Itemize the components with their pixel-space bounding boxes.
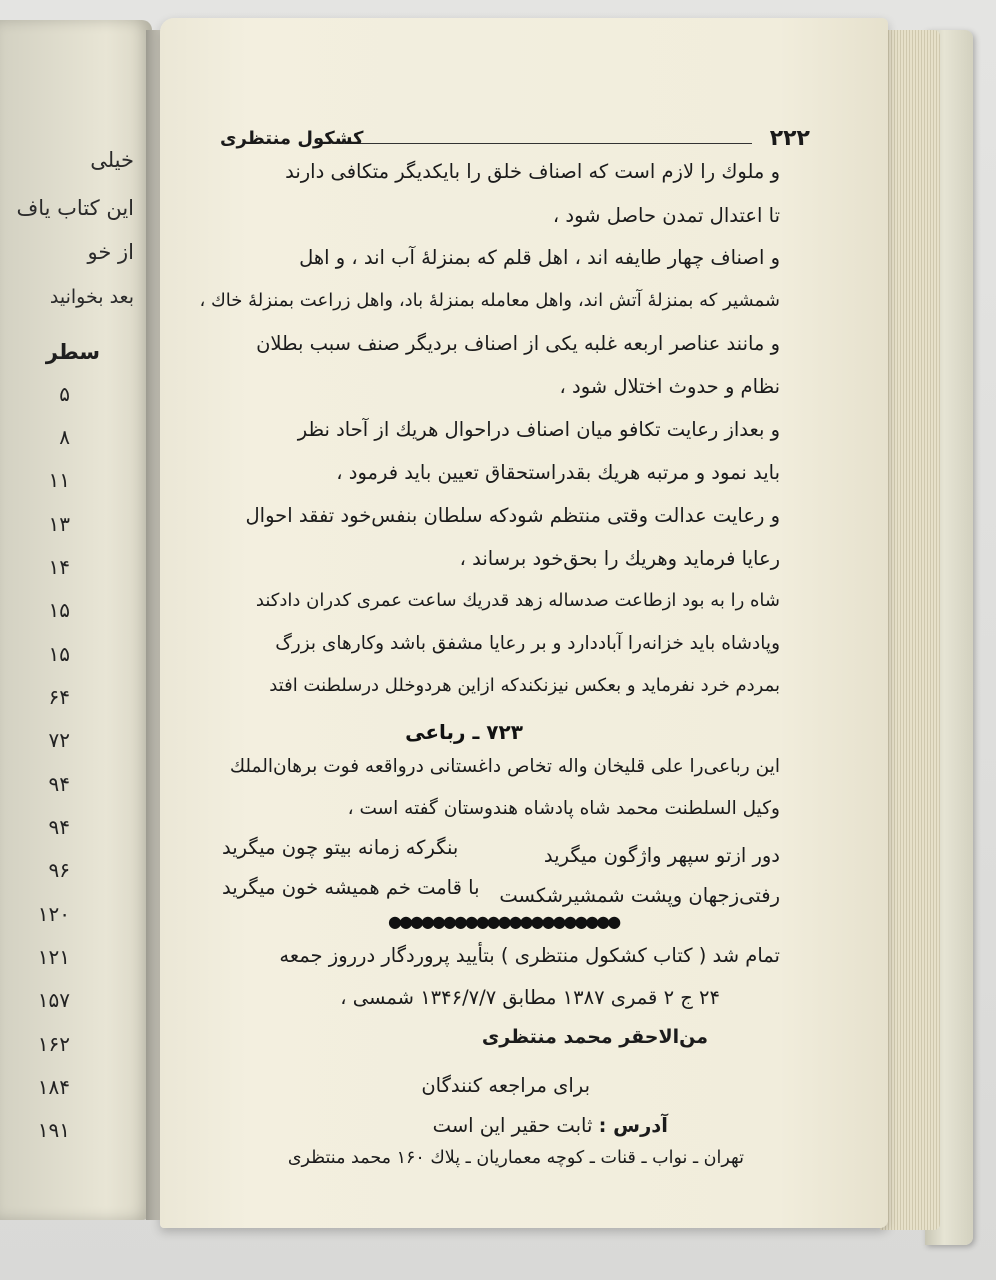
body-line: وپادشاه باید خزانه‌را آباددارد و بر رعایا مشفق باشد وکارهای بزرگ <box>275 633 780 654</box>
verse-left-hemistich: با قامت خم همیشه خون میگرید <box>222 876 480 899</box>
body-line: شمشیر که بمنزلهٔ آتش اند، واهل معامله بمنزلهٔ باد، واهل زراعت بمنزلهٔ خاك ، <box>199 290 780 311</box>
left-page-number: ۹۴ <box>48 815 70 839</box>
left-page-number: ۱۸۴ <box>37 1075 70 1099</box>
section-title: ۷۲۳ ـ رباعی <box>405 720 523 744</box>
body-line: شاه را به بود ازطاعت صدساله زهد قدریك ساعت عمری کدران دادکند <box>255 590 780 611</box>
verse-right-hemistich: دور ازتو سپهر واژگون میگرید <box>543 844 780 867</box>
body-line: رعایا فرماید وهریك را بحق‌خود برساند ، <box>459 547 780 570</box>
left-page-line: بعد بخوانید <box>49 286 134 308</box>
left-page-number: ۷۲ <box>48 728 70 752</box>
section-intro-line: این رباعی‌را علی قلیخان واله تخاص داغستانی درواقعه فوت برهان‌الملك <box>229 756 780 777</box>
left-page-number: ۱۳ <box>48 512 70 536</box>
left-page-number: ۱۴ <box>48 555 70 579</box>
body-line: و مانند عناصر اربعه غلبه یکی از اصناف بردیگر صنف سبب بطلان <box>256 332 780 355</box>
left-page-number: ۱۵ <box>48 598 70 622</box>
left-page-number: ۱۱ <box>48 468 70 492</box>
header-rule <box>338 143 752 144</box>
left-page-number: ۱۹۱ <box>37 1118 70 1142</box>
author-name: من‌الاحقر محمد منتظری <box>481 1026 708 1048</box>
left-page <box>0 20 152 1220</box>
body-line: تا اعتدال تمدن حاصل شود ، <box>552 204 780 227</box>
left-page-table-header: سطر <box>45 340 100 364</box>
left-page-line: خیلی <box>90 148 134 172</box>
ornament-divider: ●●●●●●●●●●●●●●●●●●●●● <box>388 912 619 931</box>
left-page-number: ۱۲۱ <box>37 945 70 969</box>
left-page-number: ۱۵ <box>48 642 70 666</box>
body-line: و رعایت عدالت وقتی منتظم شودکه سلطان بنفس‌خود تفقد احوال <box>245 504 780 527</box>
closing-date-line: ۲۴ ج ۲ قمری ۱۳۸۷ مطابق ۱۳۴۶/۷/۷ شمسی ، <box>340 986 720 1009</box>
page-edges <box>880 30 940 1230</box>
left-page-number: ۸ <box>59 425 70 449</box>
left-page-line: این کتاب یاف <box>16 196 134 220</box>
address-intro-text: ثابت حقیر این است <box>432 1114 593 1137</box>
body-line: و بعداز رعایت تکافو میان اصناف دراحوال هریك از آحاد نظر <box>297 418 780 441</box>
closing-line: برای مراجعه کنندگان <box>421 1074 590 1097</box>
left-page-number: ۱۵۷ <box>37 988 70 1012</box>
right-page <box>160 18 888 1228</box>
left-page-number: ۵ <box>59 382 70 406</box>
left-page-number: ۹۶ <box>48 858 70 882</box>
left-page-number: ۱۲۰ <box>37 902 70 926</box>
left-page-line: از خو <box>87 240 134 264</box>
address-line: تهران ـ نواب ـ قنات ـ کوچه معماریان ـ پلاك ۱۶۰ محمد منتظری <box>287 1148 744 1168</box>
address-intro <box>433 1114 668 1137</box>
body-line: باید نمود و مرتبه هریك بقدراستحقاق تعیین باید فرمود ، <box>336 461 780 484</box>
running-title: کشکول منتظری <box>220 128 364 149</box>
body-line: نظام و حدوث اختلال شود ، <box>559 375 780 398</box>
address-label: آدرس : <box>598 1114 668 1137</box>
body-line: و اصناف چهار طایفه اند ، اهل قلم که بمنزلهٔ آب اند ، و اهل <box>299 246 780 269</box>
section-intro-line: وکیل السلطنت محمد شاه پادشاه هندوستان گفته است ، <box>347 798 780 819</box>
left-page-number: ۶۴ <box>48 685 70 709</box>
body-line: بمردم خرد نفرماید و بعکس نیزنکندکه ازاین هردوخلل درسلطنت افتد <box>269 675 780 696</box>
left-page-number: ۱۶۲ <box>37 1032 70 1056</box>
body-line: و ملوك را لازم است که اصناف خلق را بایکدیگر متکافی دارند <box>285 160 780 183</box>
left-page-number: ۹۴ <box>48 772 70 796</box>
closing-line: تمام شد ( کتاب کشکول منتظری ) بتأیید پروردگار درروز جمعه <box>279 944 780 967</box>
page-number: ۲۲۲ <box>769 126 810 151</box>
verse-right-hemistich: رفتی‌زجهان وپشت شمشیرشکست <box>499 884 780 907</box>
verse-left-hemistich: بنگرکه زمانه بیتو چون میگرید <box>222 836 459 859</box>
